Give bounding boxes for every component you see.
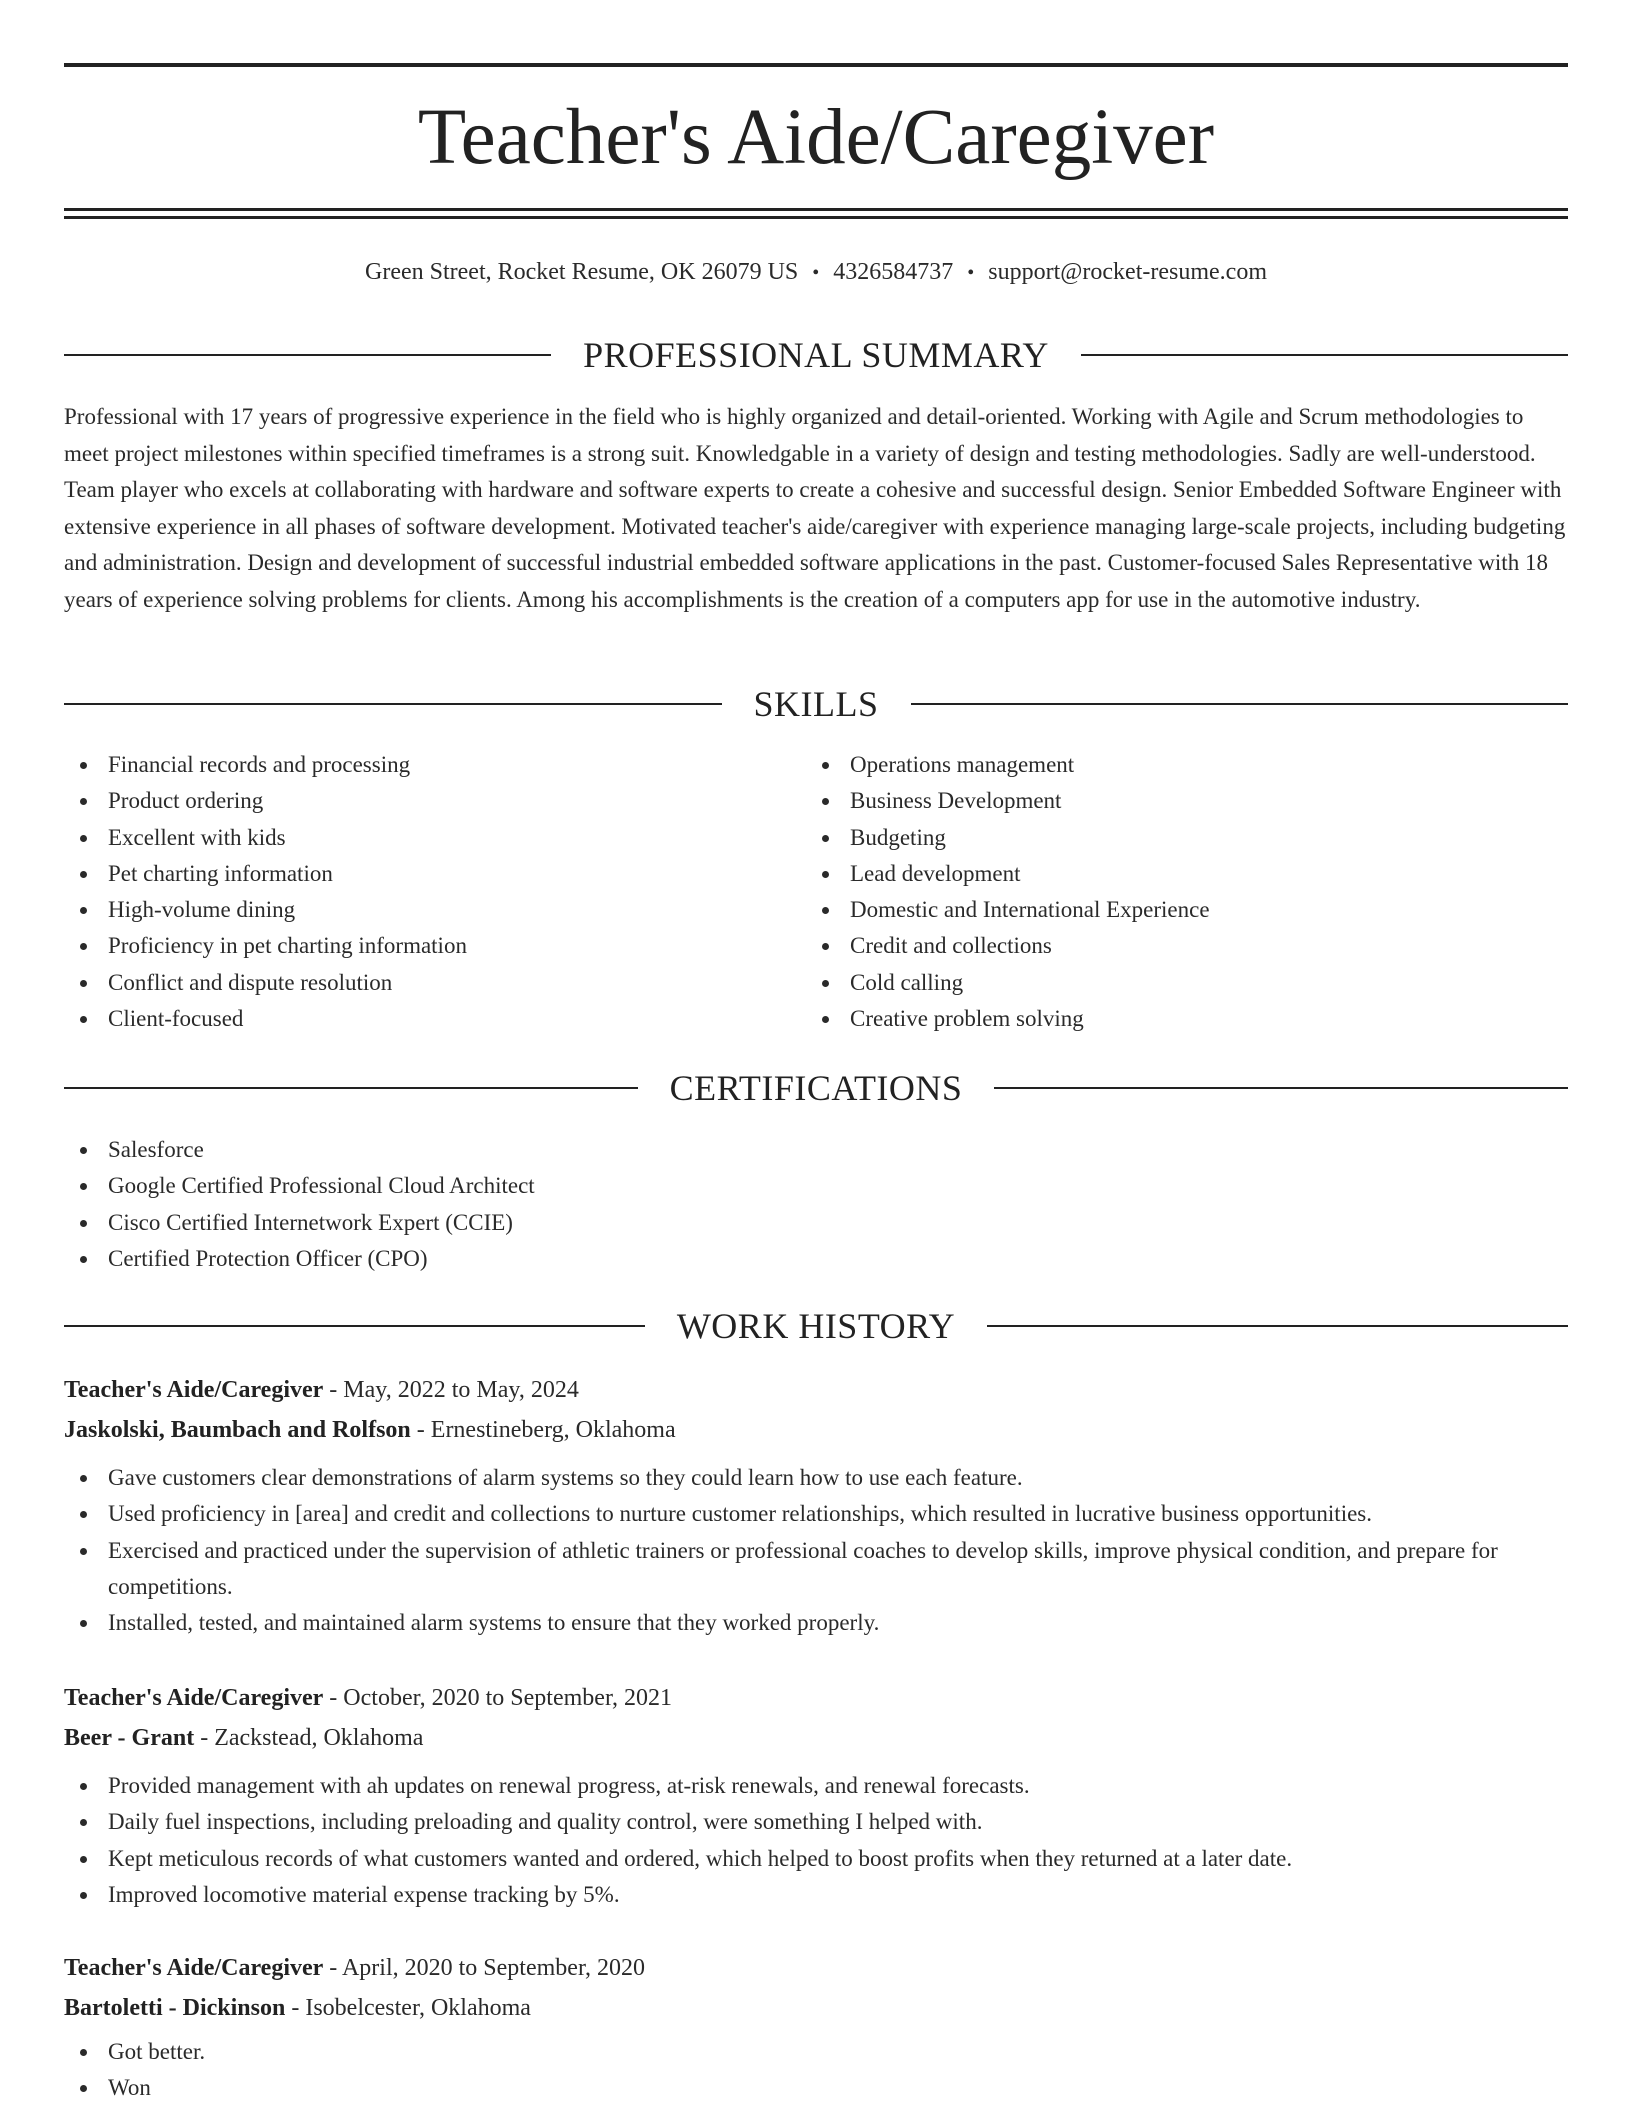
- job-dates: October, 2020 to September, 2021: [343, 1685, 672, 1711]
- section-header-summary: [64, 331, 1568, 379]
- certification-item: Cisco Certified Internetwork Expert (CCIE): [64, 1205, 1568, 1241]
- double-rule-lower: [64, 216, 1568, 219]
- job-employer-line: [64, 1718, 1568, 1758]
- section-rule: [64, 703, 722, 705]
- skill-item: Business Development: [806, 783, 1526, 819]
- section-header-work-history: [64, 1302, 1568, 1350]
- job-duty: Won: [64, 2070, 1568, 2106]
- double-rule-upper: [64, 208, 1568, 211]
- skill-item: Proficiency in pet charting information: [64, 928, 784, 964]
- job-duty: Provided management with ah updates on renewal progress, at-risk renewals, and renewal forecasts.: [64, 1768, 1568, 1804]
- job-title-line: [64, 1678, 1568, 1718]
- contact-separator: •: [967, 262, 975, 284]
- section-rule: [64, 1087, 638, 1089]
- job-dates: April, 2020 to September, 2020: [341, 1955, 645, 1981]
- job-employer-line: [64, 1410, 1568, 1450]
- section-rule: [911, 703, 1569, 705]
- skill-item: High-volume dining: [64, 892, 784, 928]
- section-header-certifications: [64, 1064, 1568, 1112]
- job-duty: Daily fuel inspections, including preloading and quality control, were something I helped with.: [64, 1804, 1568, 1840]
- skill-item: Lead development: [806, 856, 1526, 892]
- contact-email: support@rocket-resume.com: [988, 259, 1267, 285]
- skill-item: Credit and collections: [806, 928, 1526, 964]
- contact-phone: 4326584737: [833, 259, 954, 285]
- job-title-line: [64, 1370, 1568, 1410]
- job-entry: [64, 1370, 1568, 1641]
- section-header-skills: [64, 680, 1568, 728]
- certification-item: Certified Protection Officer (CPO): [64, 1241, 1568, 1277]
- summary-text: Professional with 17 years of progressive experience in the field who is highly organized and detail-oriented. Working with Agile and Scrum methodologies to meet project milestones within specified timeframes is a strong suit. Knowledgable in a variety of design and testing methodologies. Sadly are well-understood. Team player who excels at collaborating with hardware and software experts to create a cohesive and successful design. Senior Embedded Software Engineer with extensive experience in all phases of software development. Motivated teacher's aide/caregiver with experience managing large-scale projects, including budgeting and administration. Design and development of successful industrial embedded software applications in the past. Customer-focused Sales Representative with 18 years of experience solving problems for clients. Among his accomplishments is the creation of a computers app for use in the automotive industry.: [64, 404, 1566, 612]
- skill-item: Financial records and processing: [64, 747, 784, 783]
- section-title: SKILLS: [753, 684, 879, 724]
- job-entry: [64, 1948, 1568, 2107]
- skill-item: Operations management: [806, 747, 1526, 783]
- section-rule: [64, 354, 551, 356]
- certification-item: Google Certified Professional Cloud Architect: [64, 1168, 1568, 1204]
- job-location: Ernestineberg, Oklahoma: [430, 1417, 676, 1443]
- section-rule: [1081, 354, 1568, 356]
- skill-item: Excellent with kids: [64, 820, 784, 856]
- section-rule: [994, 1087, 1568, 1089]
- job-entry: [64, 1678, 1568, 1913]
- job-duty: Gave customers clear demonstrations of alarm systems so they could learn how to use each feature.: [64, 1460, 1568, 1496]
- skills-list-right: [806, 747, 1526, 1037]
- job-duty: Got better.: [64, 2034, 1568, 2070]
- skills-list-left: [64, 747, 784, 1037]
- skill-item: Pet charting information: [64, 856, 784, 892]
- section-title: PROFESSIONAL SUMMARY: [583, 335, 1049, 375]
- job-duties-list: [64, 2034, 1568, 2107]
- certification-item: Salesforce: [64, 1132, 1568, 1168]
- job-duty: Used proficiency in [area] and credit and collections to nurture customer relationships, which resulted in lucrative business opportunities.: [64, 1496, 1568, 1532]
- job-duty: Improved locomotive material expense tracking by 5%.: [64, 1877, 1568, 1913]
- job-title: Teacher's Aide/Caregiver: [64, 1377, 324, 1403]
- contact-address: Green Street, Rocket Resume, OK 26079 US: [365, 259, 799, 285]
- job-separator: -: [323, 1377, 344, 1403]
- job-separator: -: [410, 1417, 431, 1443]
- job-duty: Installed, tested, and maintained alarm systems to ensure that they worked properly.: [64, 1605, 1568, 1641]
- section-title: WORK HISTORY: [676, 1306, 956, 1346]
- job-employer: Bartoletti - Dickinson: [64, 1995, 286, 2021]
- job-employer: Jaskolski, Baumbach and Rolfson: [64, 1417, 411, 1443]
- job-title: Teacher's Aide/Caregiver: [64, 1685, 324, 1711]
- section-title: CERTIFICATIONS: [669, 1068, 963, 1108]
- skill-item: Creative problem solving: [806, 1001, 1526, 1037]
- job-duties-list: [64, 1460, 1568, 1641]
- job-duty: Kept meticulous records of what customers wanted and ordered, which helped to boost profits when they returned at a later date.: [64, 1841, 1568, 1877]
- job-employer: Beer - Grant: [64, 1725, 195, 1751]
- job-location: Zackstead, Oklahoma: [214, 1725, 424, 1751]
- job-title-line: [64, 1948, 1568, 1988]
- section-rule: [64, 1325, 645, 1327]
- job-separator: -: [194, 1725, 215, 1751]
- skill-item: Conflict and dispute resolution: [64, 965, 784, 1001]
- job-separator: -: [285, 1995, 306, 2021]
- section-rule: [987, 1325, 1568, 1327]
- skill-item: Client-focused: [64, 1001, 784, 1037]
- certifications-list: [64, 1132, 1568, 1277]
- contact-line: [64, 254, 1568, 291]
- job-separator: -: [323, 1955, 342, 1981]
- job-location: Isobelcester, Oklahoma: [305, 1995, 531, 2021]
- job-employer-line: [64, 1988, 1568, 2028]
- contact-separator: •: [812, 262, 820, 284]
- job-duty: Exercised and practiced under the supervision of athletic trainers or professional coaches to develop skills, improve physical condition, and prepare for competitions.: [64, 1533, 1568, 1606]
- job-title: Teacher's Aide/Caregiver: [64, 1955, 324, 1981]
- job-dates: May, 2022 to May, 2024: [343, 1377, 579, 1403]
- skill-item: Cold calling: [806, 965, 1526, 1001]
- skill-item: Product ordering: [64, 783, 784, 819]
- job-duties-list: [64, 1768, 1568, 1913]
- top-rule: [64, 63, 1568, 67]
- job-separator: -: [323, 1685, 344, 1711]
- skill-item: Domestic and International Experience: [806, 892, 1526, 928]
- candidate-name: Teacher's Aide/Caregiver: [417, 94, 1215, 181]
- skill-item: Budgeting: [806, 820, 1526, 856]
